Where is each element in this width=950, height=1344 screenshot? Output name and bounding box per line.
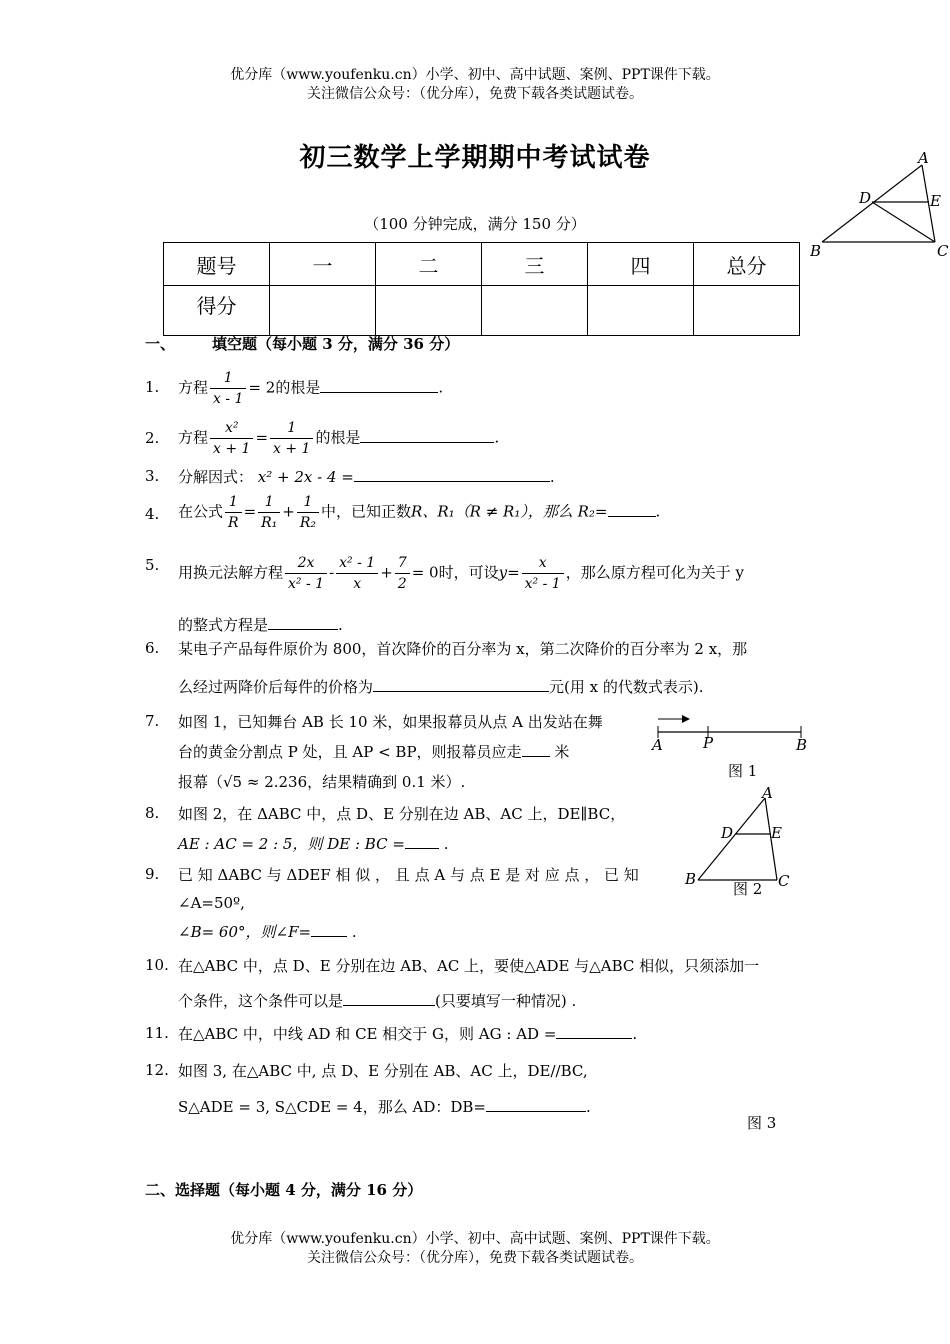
q8-text-line2: AE : AC = 2 : 5，则 DE : BC = . xyxy=(178,835,449,853)
q7-text-line3: 报幕（√5 ≈ 2.236，结果精确到 0.1 米）. xyxy=(178,773,466,791)
q10-answer-blank[interactable] xyxy=(343,991,435,1006)
section-1-title: 填空题（每小题 3 分，满分 36 分） xyxy=(212,335,460,353)
fig2-label-C: C xyxy=(778,872,790,890)
score-row-label: 得分 xyxy=(164,286,270,336)
figure-3-triangle xyxy=(810,148,950,263)
footer-line-1: 优分库（www.youfenku.cn）小学、初中、高中试题、案例、PPT课件下载。 xyxy=(230,1231,720,1247)
q7-text-line2: 台的黄金分割点 P 处，且 AP < BP，则报幕员应走 米 xyxy=(178,743,570,761)
score-cell xyxy=(588,286,694,336)
score-table xyxy=(163,242,800,336)
q11-text: 在△ABC 中，中线 AD 和 CE 相交于 G，则 AG : AD = . xyxy=(178,1025,638,1043)
score-header-cell: 三 xyxy=(482,243,588,286)
score-header-cell: 四 xyxy=(588,243,694,286)
score-cell xyxy=(270,286,376,336)
score-header-cell: 二 xyxy=(376,243,482,286)
page-title: 初三数学上学期期中考试试卷 xyxy=(299,143,651,173)
fig1-label-B: B xyxy=(796,736,808,754)
fig3-label-E: E xyxy=(930,192,941,210)
q8-text-line1: 如图 2，在 ΔABC 中，点 D、E 分别在边 AB、AC 上，DE∥BC， xyxy=(178,805,626,823)
header-line-2: 关注微信公众号：（优分库），免费下载各类试题试卷。 xyxy=(307,86,643,102)
fig3-label-B: B xyxy=(810,242,822,260)
fig2-label-A: A xyxy=(762,784,773,802)
q4-text: 在公式 $\frac{1}{R}$ = $\frac{1}{\text{R₁}}$ + $\frac{1}{\text{R₂}}$ 中，已知正数R、R₁（R ≠ R₁），那么 R₂= . xyxy=(178,494,661,531)
score-cell xyxy=(376,286,482,336)
q6-text-line2: 么经过两降价后每件的价格为 元(用 x 的代数式表示). xyxy=(178,678,704,696)
figure-1-caption: 图 1 xyxy=(728,762,758,780)
score-header-cell: 一 xyxy=(270,243,376,286)
q3-text: 分解因式： x² + 2x - 4 = . xyxy=(178,468,555,486)
q12-number: 12. xyxy=(145,1061,169,1079)
fig3-label-A: A xyxy=(918,149,929,167)
figure-2-caption: 图 2 xyxy=(733,880,763,898)
q2-text: 方程 $\frac{\text{x²}}{x + 1}$ = $\frac{1}{x + 1}$ 的根是 . xyxy=(178,420,500,457)
q9-answer-blank[interactable] xyxy=(311,922,347,937)
page-subtitle: （100 分钟完成，满分 150 分） xyxy=(364,215,586,233)
q6-text-line1: 某电子产品每件原价为 800，首次降价的百分率为 x，第二次降价的百分率为 2 x，那 xyxy=(178,640,748,658)
score-header-cell: 总分 xyxy=(694,243,800,286)
footer-line-2: 关注微信公众号：（优分库），免费下载各类试题试卷。 xyxy=(307,1250,643,1266)
q9-text-line1: 已 知 ΔABC 与 ΔDEF 相 似 ， 且 点 A 与 点 E 是 对 应 点 ， 已 知 xyxy=(178,866,639,884)
q5-text: 用换元法解方程 $\frac{2x}{\text{x² - 1}}$ - $\frac{\text{x² - 1}}{x}$ + $\frac{7}{2}$ = 0时，可设y= $\frac{x}{\text{x² - 1}}$ ，那么原方程可化为关于 y xyxy=(178,555,744,592)
q5-number: 5. xyxy=(145,556,160,574)
header-line-1: 优分库（www.youfenku.cn）小学、初中、高中试题、案例、PPT课件下载。 xyxy=(230,67,720,83)
figure-3-caption: 图 3 xyxy=(747,1114,777,1132)
fig2-label-D: D xyxy=(721,824,734,842)
section-2-title: 二、选择题（每小题 4 分，满分 16 分） xyxy=(145,1181,423,1199)
q9-text-line3: ∠B= 60°，则∠F= . xyxy=(178,923,357,941)
q10-number: 10. xyxy=(145,956,169,974)
q11-number: 11. xyxy=(145,1024,169,1042)
fig1-label-A: A xyxy=(652,736,663,754)
score-header-cell: 题号 xyxy=(164,243,270,286)
q3-number: 3. xyxy=(145,467,160,485)
fig2-label-E: E xyxy=(771,824,782,842)
q11-answer-blank[interactable] xyxy=(556,1024,632,1039)
q6-answer-blank[interactable] xyxy=(373,677,549,692)
q1-answer-blank[interactable] xyxy=(320,378,438,393)
q7-answer-blank[interactable] xyxy=(522,742,550,757)
q4-answer-blank[interactable] xyxy=(608,502,656,517)
q8-answer-blank[interactable] xyxy=(405,834,439,849)
q9-text-line2: ∠A=50º, xyxy=(178,894,245,912)
q12-answer-blank[interactable] xyxy=(486,1097,586,1112)
q2-answer-blank[interactable] xyxy=(360,428,494,443)
score-cell xyxy=(482,286,588,336)
q9-number: 9. xyxy=(145,865,160,883)
q1-number: 1. xyxy=(145,378,160,396)
q2-number: 2. xyxy=(145,429,160,447)
q7-text-line1: 如图 1，已知舞台 AB 长 10 米，如果报幕员从点 A 出发站在舞 xyxy=(178,713,603,731)
section-1-number: 一、 xyxy=(145,335,176,353)
q8-number: 8. xyxy=(145,804,160,822)
q10-text-line1: 在△ABC 中，点 D、E 分别在边 AB、AC 上，要使△ADE 与△ABC 相似，只须添加一 xyxy=(178,957,760,975)
q1-text: 方程 $\frac{1}{x - 1}$ = 2的根是 . xyxy=(178,370,444,407)
q3-answer-blank[interactable] xyxy=(354,467,550,482)
q12-text-line1: 如图 3, 在△ABC 中, 点 D、E 分别在 AB、AC 上，DE//BC, xyxy=(178,1062,588,1080)
score-cell xyxy=(694,286,800,336)
fig3-label-C: C xyxy=(937,242,949,260)
fig2-label-B: B xyxy=(685,870,697,888)
q5-answer-blank[interactable] xyxy=(268,615,338,630)
q4-number: 4. xyxy=(145,505,160,523)
q6-number: 6. xyxy=(145,639,160,657)
q5-text-line2: 的整式方程是 . xyxy=(178,616,343,634)
fig1-label-P: P xyxy=(703,734,714,752)
q12-text-line2: S△ADE = 3, S△CDE = 4，那么 AD：DB= . xyxy=(178,1098,591,1116)
fig3-label-D: D xyxy=(859,189,872,207)
q10-text-line2: 个条件，这个条件可以是 (只要填写一种情况) . xyxy=(178,992,577,1010)
q7-number: 7. xyxy=(145,712,160,730)
